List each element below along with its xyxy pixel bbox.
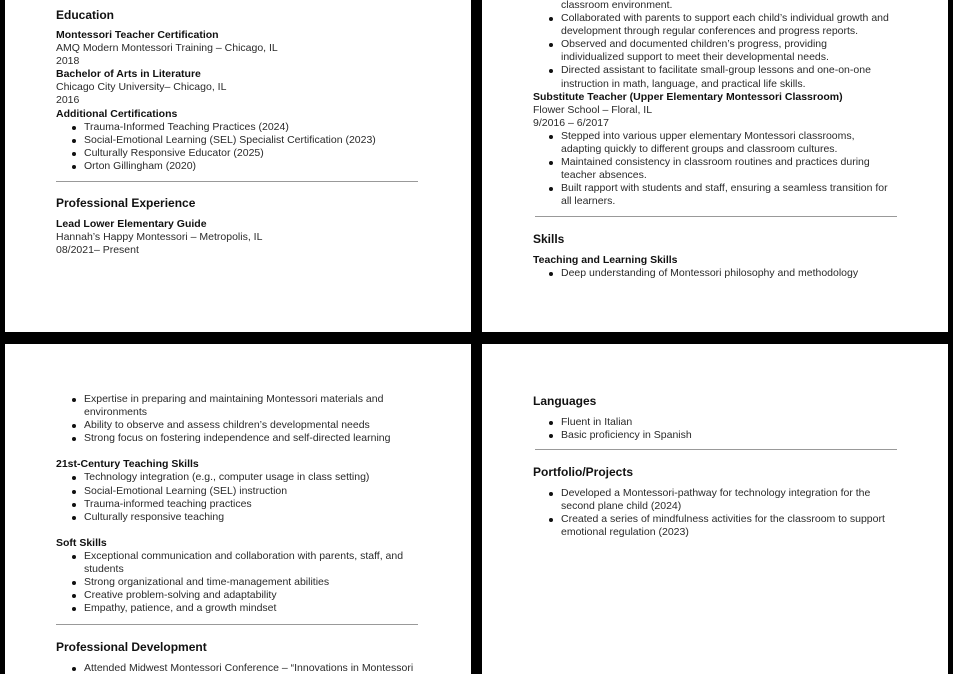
job2-title: Substitute Teacher (Upper Elementary Montessori Classroom)	[533, 90, 843, 103]
list-item: Attended Midwest Montessori Conference – “Innovations in Montessori	[56, 662, 426, 674]
section-divider	[535, 449, 897, 450]
languages-section	[533, 394, 903, 442]
list-item: Trauma-Informed Teaching Practices (2024)	[56, 121, 426, 134]
portfolio-section	[533, 465, 903, 539]
list-item: Directed assistant to facilitate small-group lessons and one-on-one instruction in math, language, and practical life skills.	[533, 64, 903, 90]
additional-certs-list	[56, 121, 426, 173]
list-item: Creative problem-solving and adaptability	[56, 589, 426, 602]
list-item: Stepped into various upper elementary Montessori classrooms, adapting quickly to different groups and classroom cultures.	[533, 130, 903, 156]
cert-title: Montessori Teacher Certification	[56, 29, 219, 41]
list-item: Created a series of mindfulness activities for the classroom to support emotional regulation (2023)	[533, 513, 903, 539]
list-item: Orton Gillingham (2020)	[56, 160, 426, 173]
skills-continued	[56, 393, 426, 615]
list-item: Deep understanding of Montessori philosophy and methodology	[533, 267, 903, 280]
list-item: Observed and documented children’s progress, providing individualized support to meet their developmental needs.	[533, 38, 903, 64]
cert-year: 2018	[56, 55, 80, 68]
experience-section	[56, 196, 426, 257]
experience-continued	[533, 0, 903, 209]
prof-dev-list	[56, 662, 426, 674]
experience-heading: Professional Experience	[56, 196, 196, 210]
teaching-skills-title: Teaching and Learning Skills	[533, 254, 678, 266]
job1-org: Hannah’s Happy Montessori – Metropolis, IL	[56, 231, 263, 244]
cert-school: AMQ Modern Montessori Training – Chicago, IL	[56, 42, 278, 55]
soft-skills-title: Soft Skills	[56, 536, 107, 549]
prof-dev-heading: Professional Development	[56, 640, 207, 654]
skills-heading: Skills	[533, 232, 565, 246]
job1-bullets	[533, 12, 903, 91]
additional-certs-title: Additional Certifications	[56, 107, 178, 120]
list-item: Technology integration (e.g., computer usage in class setting)	[56, 471, 426, 484]
list-item: Basic proficiency in Spanish	[533, 429, 903, 442]
soft-skills-list	[56, 550, 426, 615]
job2-org: Flower School – Floral, IL	[533, 103, 653, 116]
resume-page-3	[5, 344, 471, 674]
job2-dates: 9/2016 – 6/2017	[533, 116, 609, 129]
list-item: Strong focus on fostering independence and self-directed learning	[56, 432, 426, 445]
list-item: Built rapport with students and staff, ensuring a seamless transition for all learners.	[533, 182, 903, 208]
list-item: Strong organizational and time-management abilities	[56, 576, 426, 589]
job2-bullets	[533, 130, 903, 209]
list-item: Culturally Responsive Educator (2025)	[56, 147, 426, 160]
job1-title: Lead Lower Elementary Guide	[56, 218, 207, 230]
degree-title: Bachelor of Arts in Literature	[56, 68, 201, 81]
list-item: Collaborated with parents to support each child’s individual growth and development through regular conferences and progress reports.	[533, 12, 903, 38]
portfolio-list	[533, 487, 903, 539]
century-skills-list	[56, 471, 426, 523]
languages-heading: Languages	[533, 394, 597, 408]
skills-section	[533, 232, 903, 280]
list-item: Developed a Montessori-pathway for technology integration for the second plane child (2024)	[533, 487, 903, 513]
bullet-continuation: classroom environment.	[561, 0, 673, 11]
section-divider	[56, 181, 418, 182]
degree-year: 2016	[56, 94, 80, 107]
list-item: Exceptional communication and collaboration with parents, staff, and students	[56, 550, 426, 576]
portfolio-heading: Portfolio/Projects	[533, 465, 634, 479]
section-divider	[535, 216, 897, 217]
list-item: Social-Emotional Learning (SEL) instruction	[56, 485, 426, 498]
prof-dev-section	[56, 640, 426, 674]
list-item: Maintained consistency in classroom routines and practices during teacher absences.	[533, 156, 903, 182]
list-item: Fluent in Italian	[533, 416, 903, 429]
resume-page-2	[482, 0, 948, 332]
teaching-skills-list-cont	[56, 393, 426, 445]
education-section	[56, 8, 426, 173]
section-divider	[56, 624, 418, 625]
century-skills-title: 21st-Century Teaching Skills	[56, 458, 199, 471]
teaching-skills-list	[533, 267, 903, 280]
list-item: Expertise in preparing and maintaining Montessori materials and environments	[56, 393, 426, 419]
resume-page-4	[482, 344, 948, 674]
list-item: Trauma-informed teaching practices	[56, 498, 426, 511]
degree-school: Chicago City University– Chicago, IL	[56, 81, 227, 94]
list-item: Culturally responsive teaching	[56, 511, 426, 524]
list-item: Social-Emotional Learning (SEL) Specialist Certification (2023)	[56, 134, 426, 147]
list-item: Ability to observe and assess children’s developmental needs	[56, 419, 426, 432]
job1-dates: 08/2021– Present	[56, 244, 139, 257]
languages-list	[533, 416, 903, 442]
list-item: Empathy, patience, and a growth mindset	[56, 602, 426, 615]
education-heading: Education	[56, 8, 115, 22]
resume-page-1	[5, 0, 471, 332]
